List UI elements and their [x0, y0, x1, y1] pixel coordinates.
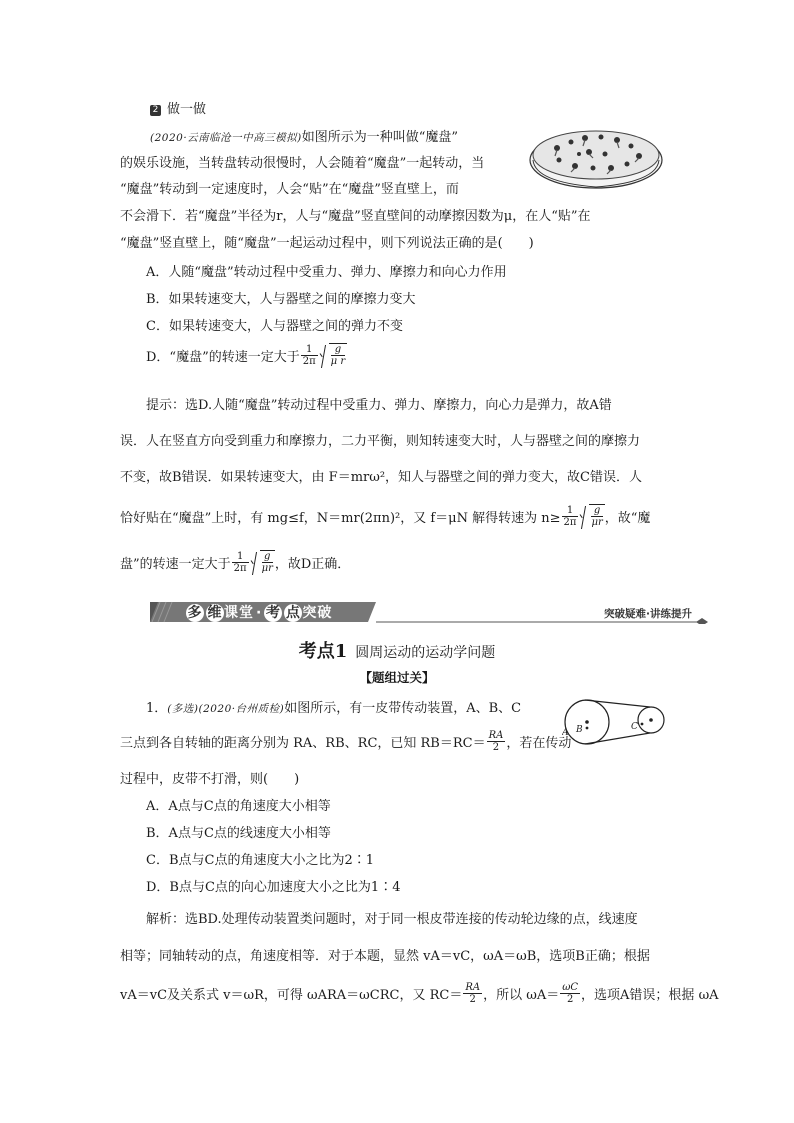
q1-option-d: D．B点与C点的向心加速度大小之比为1∶4 [146, 880, 401, 895]
banner-char-circle: 维 [207, 605, 223, 621]
group-heading: 【题组过关】 [359, 670, 435, 685]
hint-line-2: 误．人在竖直方向受到重力和摩擦力，二力平衡，则知转速变大时，人与器壁之间的摩擦力 [120, 434, 641, 449]
fraction-ra-over-2: $\frac{RA}{2}$ [488, 730, 504, 753]
hint-line-5: 盘”的转速一定大于 $\frac{1}{2\pi}$ $\frac{g}{\mu r}$ ，故D正确． [120, 551, 351, 574]
option-a: A．人随“魔盘”转动过程中受重力、弹力、摩擦力和向心力作用 [146, 265, 507, 280]
sqrt-g-over-mu-r: $\frac{g}{\mu r}$ [580, 504, 604, 529]
analysis-line-2: 相等；同轴转动的点，角速度相等．对于本题，显然 vA＝vC，ωA＝ωB，选项B正确；根据 [120, 949, 650, 964]
banner-char-circle: 考 [265, 605, 281, 621]
fraction-1-over-2pi: $\frac{1}{2\pi}$ [302, 344, 316, 367]
section-heading-text: 做一做 [167, 102, 207, 117]
topic-title: 圆周运动的运动学问题 [355, 645, 496, 661]
hint-line-1: 提示：选D.人随“魔盘”转动过程中受重力、弹力、摩擦力，向心力是弹力，故A错 [146, 398, 612, 413]
question-line-4: 不会滑下．若“魔盘”半径为r，人与“魔盘”竖直壁间的动摩擦因数为μ，在人“贴”在 [120, 209, 591, 224]
banner-title: 多 维 课堂 · 考 点 突破 [187, 605, 333, 621]
fraction-ra-over-2: $\frac{RA}{2}$ [465, 982, 481, 1005]
section-badge: 2 [150, 105, 161, 116]
option-b: B．如果转速变大，人与器壁之间的摩擦力变大 [146, 292, 416, 307]
q1-line-3: 过程中，皮带不打滑，则( ) [120, 772, 300, 787]
q1-option-a: A．A点与C点的角速度大小相等 [146, 799, 331, 814]
question-line-2: 的娱乐设施，当转盘转动很慢时，人会随着“魔盘”一起转动，当 [120, 156, 485, 171]
question-source: (2020·云南临沧一中高三模拟) [150, 132, 302, 144]
q1-line-2: 三点到各自转轴的距离分别为 RA、RB、RC，已知 RB＝RC＝ $\frac{RA}{2}$ ，若在传动 [120, 730, 572, 753]
option-c: C．如果转速变大，人与器壁之间的弹力不变 [146, 319, 403, 334]
question-line-5: “魔盘”竖直壁上，随“魔盘”一起运动过程中，则下列说法正确的是( ) [120, 236, 534, 251]
banner-right-text: 突破疑难·讲练提升 [604, 608, 692, 620]
section-banner [150, 600, 710, 624]
topic-number: 考点1 [298, 641, 348, 662]
q1-option-b: B．A点与C点的线速度大小相等 [146, 826, 331, 841]
fraction-1-over-2pi: $\frac{1}{2\pi}$ [563, 505, 577, 528]
banner-char-circle: 多 [187, 605, 203, 621]
analysis-line-1: 解析：选BD.处理传动装置类问题时，对于同一根皮带连接的传动轮边缘的点，线速度 [146, 912, 638, 927]
option-d: D．“魔盘”的转速一定大于 $\frac{1}{2\pi}$ $\frac{g}{\text{μ r}}$ [146, 344, 346, 367]
belt-drive-figure [562, 696, 674, 748]
fraction-omega-c-over-2: $\frac{\omega C}{2}$ [562, 982, 579, 1005]
banner-char-circle: 点 [285, 605, 301, 621]
q1-line-1: 1．(多选)(2020·台州质检)如图所示，有一皮带传动装置，A、B、C [146, 701, 522, 716]
sqrt-g-over-mu-r: $\frac{g}{\mu r}$ [251, 550, 275, 575]
section-heading [150, 98, 206, 117]
label-a: A [562, 728, 569, 738]
q1-source: (多选)(2020·台州质检) [167, 703, 285, 715]
q1-option-c: C．B点与C点的角速度大小之比为2∶1 [146, 853, 374, 868]
label-b: B [576, 725, 583, 735]
magic-disc-illustration [527, 124, 665, 192]
hint-line-3: 不变，故B错误．如果转速变大，由 F＝mrω²，知人与器壁之间的弹力变大，故C错误．人 [120, 470, 643, 485]
question-line-1: (2020·云南临沧一中高三模拟)如图所示为一种叫做“魔盘” [150, 130, 459, 145]
label-c: C [631, 722, 638, 732]
fraction-1-over-2pi: $\frac{1}{2\pi}$ [233, 551, 247, 574]
analysis-line-3: vA＝vC及关系式 v＝ωR，可得 ωARA＝ωCRC，又 RC＝ $\frac{RA}{2}$ ，所以 ωA＝ $\frac{\omega C}{2}$ ，选项A错误；根据 ωA [120, 982, 719, 1005]
topic-heading [0, 637, 794, 663]
sqrt-g-over-mu-r: $\frac{g}{\text{μ r}}$ [320, 343, 347, 368]
hint-line-4: 恰好贴在“魔盘”上时，有 mg≤f，N＝mr(2πn)²，又 f＝μN 解得转速为 n≥ $\frac{1}{2\pi}$ $\frac{g}{\mu r}$ ，故“魔 [120, 505, 651, 528]
question-line-3: “魔盘”转动到一定速度时，人会“贴”在“魔盘”竖直壁上，而 [120, 182, 459, 197]
